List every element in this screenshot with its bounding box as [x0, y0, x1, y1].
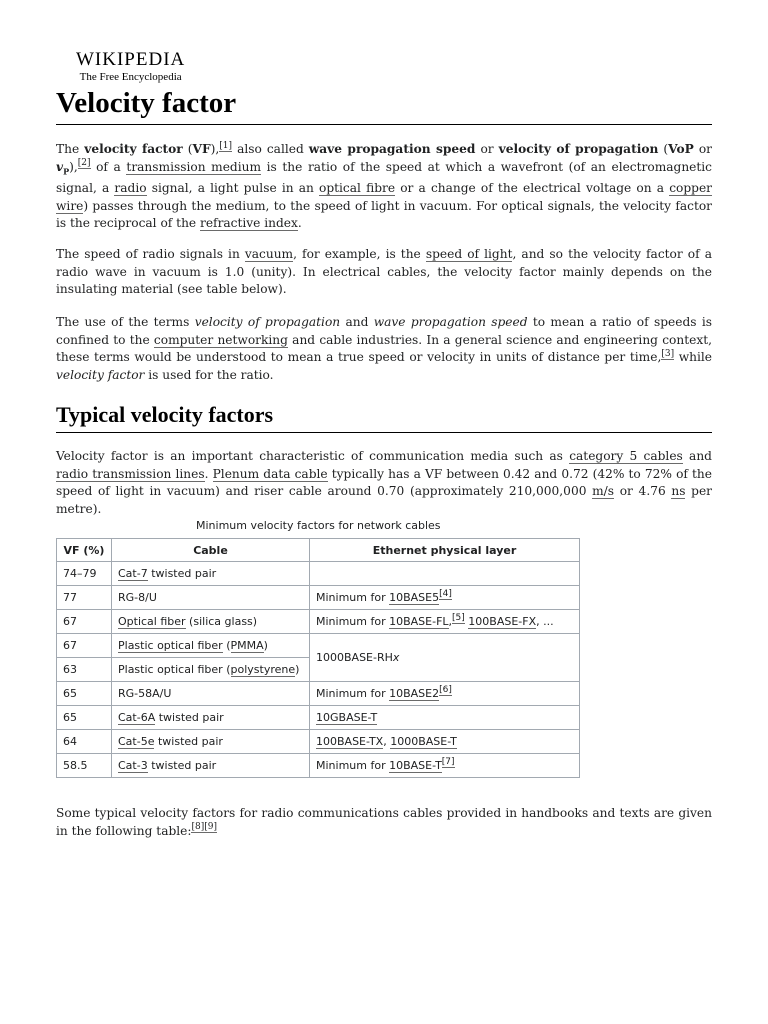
ethernet-cell: Minimum for 10BASE-FL,[5] 100BASE-FX, ...	[310, 610, 580, 634]
table-row	[57, 586, 580, 610]
link-plenum-data-cable[interactable]: Plenum data cable	[212, 466, 328, 481]
citation-link[interactable]: [3]	[661, 348, 675, 359]
citation-link[interactable]: [7]	[441, 757, 455, 768]
cable-link[interactable]: Cat-3	[118, 759, 148, 772]
link-vacuum[interactable]: vacuum	[244, 247, 294, 261]
ethernet-link[interactable]: 100BASE-FX	[468, 615, 537, 628]
cable-link[interactable]: polystyrene	[230, 663, 296, 676]
wikipedia-logo[interactable]	[76, 50, 185, 84]
vf-cell: 77	[57, 586, 112, 610]
vf-cell: 74–79	[57, 562, 112, 586]
cable-cell: Cat-7 twisted pair	[112, 562, 310, 586]
intro-paragraph-1: The velocity factor (VF),[1] also called wave propagation speed or velocity of propagation (VoP or $v_P),[2]$ of a transmission medium is the ratio of the speed at which a wavefront (of an electromagnetic signal, a radio signal, a light pulse in an optical fibre or a change of the electrical voltage on a copper wire) passes through the medium, to the speed of light in vacuum. For optical signals, the velocity factor is the reciprocal of the refractive index.	[56, 140, 713, 231]
link-m-s[interactable]: m/s	[592, 484, 615, 498]
vf-cell: 63	[57, 658, 112, 682]
citation-link[interactable]: [8]	[191, 822, 205, 833]
ethernet-link[interactable]: 100BASE-TX	[316, 735, 384, 748]
cable-link[interactable]: Cat-5e	[118, 735, 155, 748]
cable-cell: Plastic optical fiber (PMMA)	[112, 634, 310, 658]
section-paragraph-1: Velocity factor is an important characteristic of communication media such as category 5 cables and radio transmission lines. Plenum data cable typically has a VF between 0.42 and 0.72 (42% to 72% of the speed of light in vacuum) and riser cable around 0.70 (approximately 210,000,000 m/s or 4.76 ns per metre).	[56, 449, 712, 516]
cable-link[interactable]: Cat-6A	[118, 711, 156, 724]
cable-link[interactable]: PMMA	[230, 639, 264, 652]
column-header-ethernet: Ethernet physical layer	[310, 539, 580, 562]
ethernet-link[interactable]: 10GBASE-T	[316, 711, 378, 724]
ethernet-link[interactable]: 10BASE-T	[389, 759, 442, 772]
cable-cell: Cat-6A twisted pair	[112, 706, 310, 730]
citation-link[interactable]: [1]	[219, 140, 233, 151]
table-row	[57, 562, 580, 586]
column-header-cable: Cable	[112, 539, 310, 562]
ethernet-cell	[310, 706, 580, 730]
vf-cell: 64	[57, 730, 112, 754]
table-row	[57, 634, 580, 658]
cable-link[interactable]: Plastic optical fiber	[118, 639, 223, 652]
citation-link[interactable]: [5]	[452, 613, 465, 624]
link-optical-fibre[interactable]: optical fibre	[319, 181, 396, 196]
section-heading: Typical velocity factors	[56, 400, 712, 433]
link-ns[interactable]: ns	[671, 484, 686, 498]
citation-link[interactable]: [4]	[439, 589, 452, 600]
table-row	[57, 610, 580, 634]
ethernet-link[interactable]: 10BASE2	[389, 687, 440, 700]
ethernet-cell: 1000BASE-RHx	[310, 634, 580, 682]
logo-tagline: The Free Encyclopedia	[79, 71, 182, 83]
ethernet-cell	[310, 562, 580, 586]
vf-cell: 65	[57, 706, 112, 730]
link-speed-of-light[interactable]: speed of light	[425, 247, 513, 261]
page-title: Velocity factor	[56, 84, 712, 125]
section-paragraph-2: Some typical velocity factors for radio communications cables provided in handbooks and texts are given in the following table:[8][9]	[56, 806, 712, 838]
cable-cell: Plastic optical fiber (polystyrene)	[112, 658, 310, 682]
link-computer-networking[interactable]: computer networking	[153, 332, 288, 347]
velocity-factor-table	[56, 538, 580, 778]
vf-cell: 65	[57, 682, 112, 706]
intro-paragraph-2: The speed of radio signals in vacuum, for example, is the speed of light, and so the velocity factor of a radio wave in vacuum is 1.0 (unity). In electrical cables, the velocity factor mainly depends on the insulating material (see table below).	[56, 247, 712, 296]
link-radio-transmission-lines[interactable]: radio transmission lines	[56, 466, 205, 481]
cable-cell: RG-8/U	[112, 586, 310, 610]
ethernet-cell: 100BASE-TX, 1000BASE-T	[310, 730, 580, 754]
link-copper-wire[interactable]: copper wire	[56, 181, 712, 213]
table-row	[57, 730, 580, 754]
link-transmission-medium[interactable]: transmission medium	[126, 159, 262, 174]
cable-link[interactable]: Cat-7	[118, 567, 148, 580]
column-header-vf: VF (%)	[57, 539, 112, 562]
vf-cell: 67	[57, 634, 112, 658]
ethernet-link[interactable]: 10BASE-FL	[389, 615, 449, 628]
citation-link[interactable]: [2]	[77, 158, 91, 169]
link-refractive-index[interactable]: refractive index	[200, 216, 298, 231]
table-caption: Minimum velocity factors for network cables	[196, 519, 441, 532]
table-row	[57, 754, 580, 778]
ethernet-cell: Minimum for 10BASE2[6]	[310, 682, 580, 706]
ethernet-link[interactable]: 1000BASE-T	[390, 735, 457, 748]
cable-cell: Cat-5e twisted pair	[112, 730, 310, 754]
intro-paragraph-3: The use of the terms velocity of propagation and wave propagation speed to mean a ratio of speeds is confined to the computer networking and cable industries. In a general science and engineering context, these terms would be understood to mean a true speed or velocity in units of distance per time,[3] while velocity factor is used for the ratio.	[56, 315, 712, 382]
table-header-row	[57, 539, 580, 562]
link-category-5-cables[interactable]: category 5 cables	[569, 449, 683, 463]
table-row	[57, 682, 580, 706]
cable-link[interactable]: Optical fiber	[118, 615, 186, 628]
cable-cell: Cat-3 twisted pair	[112, 754, 310, 778]
vf-cell: 67	[57, 610, 112, 634]
table-row	[57, 706, 580, 730]
link-radio[interactable]: radio	[114, 181, 147, 196]
ethernet-cell: Minimum for 10BASE5[4]	[310, 586, 580, 610]
cable-cell: Optical fiber (silica glass)	[112, 610, 310, 634]
citation-link[interactable]: [6]	[439, 685, 452, 696]
cable-cell: RG-58A/U	[112, 682, 310, 706]
ethernet-cell: Minimum for 10BASE-T[7]	[310, 754, 580, 778]
logo-wordmark: WIKIPEDIA	[76, 49, 186, 70]
citation-link[interactable]: [9]	[204, 822, 217, 833]
vf-cell: 58.5	[57, 754, 112, 778]
ethernet-link[interactable]: 10BASE5	[389, 591, 440, 604]
